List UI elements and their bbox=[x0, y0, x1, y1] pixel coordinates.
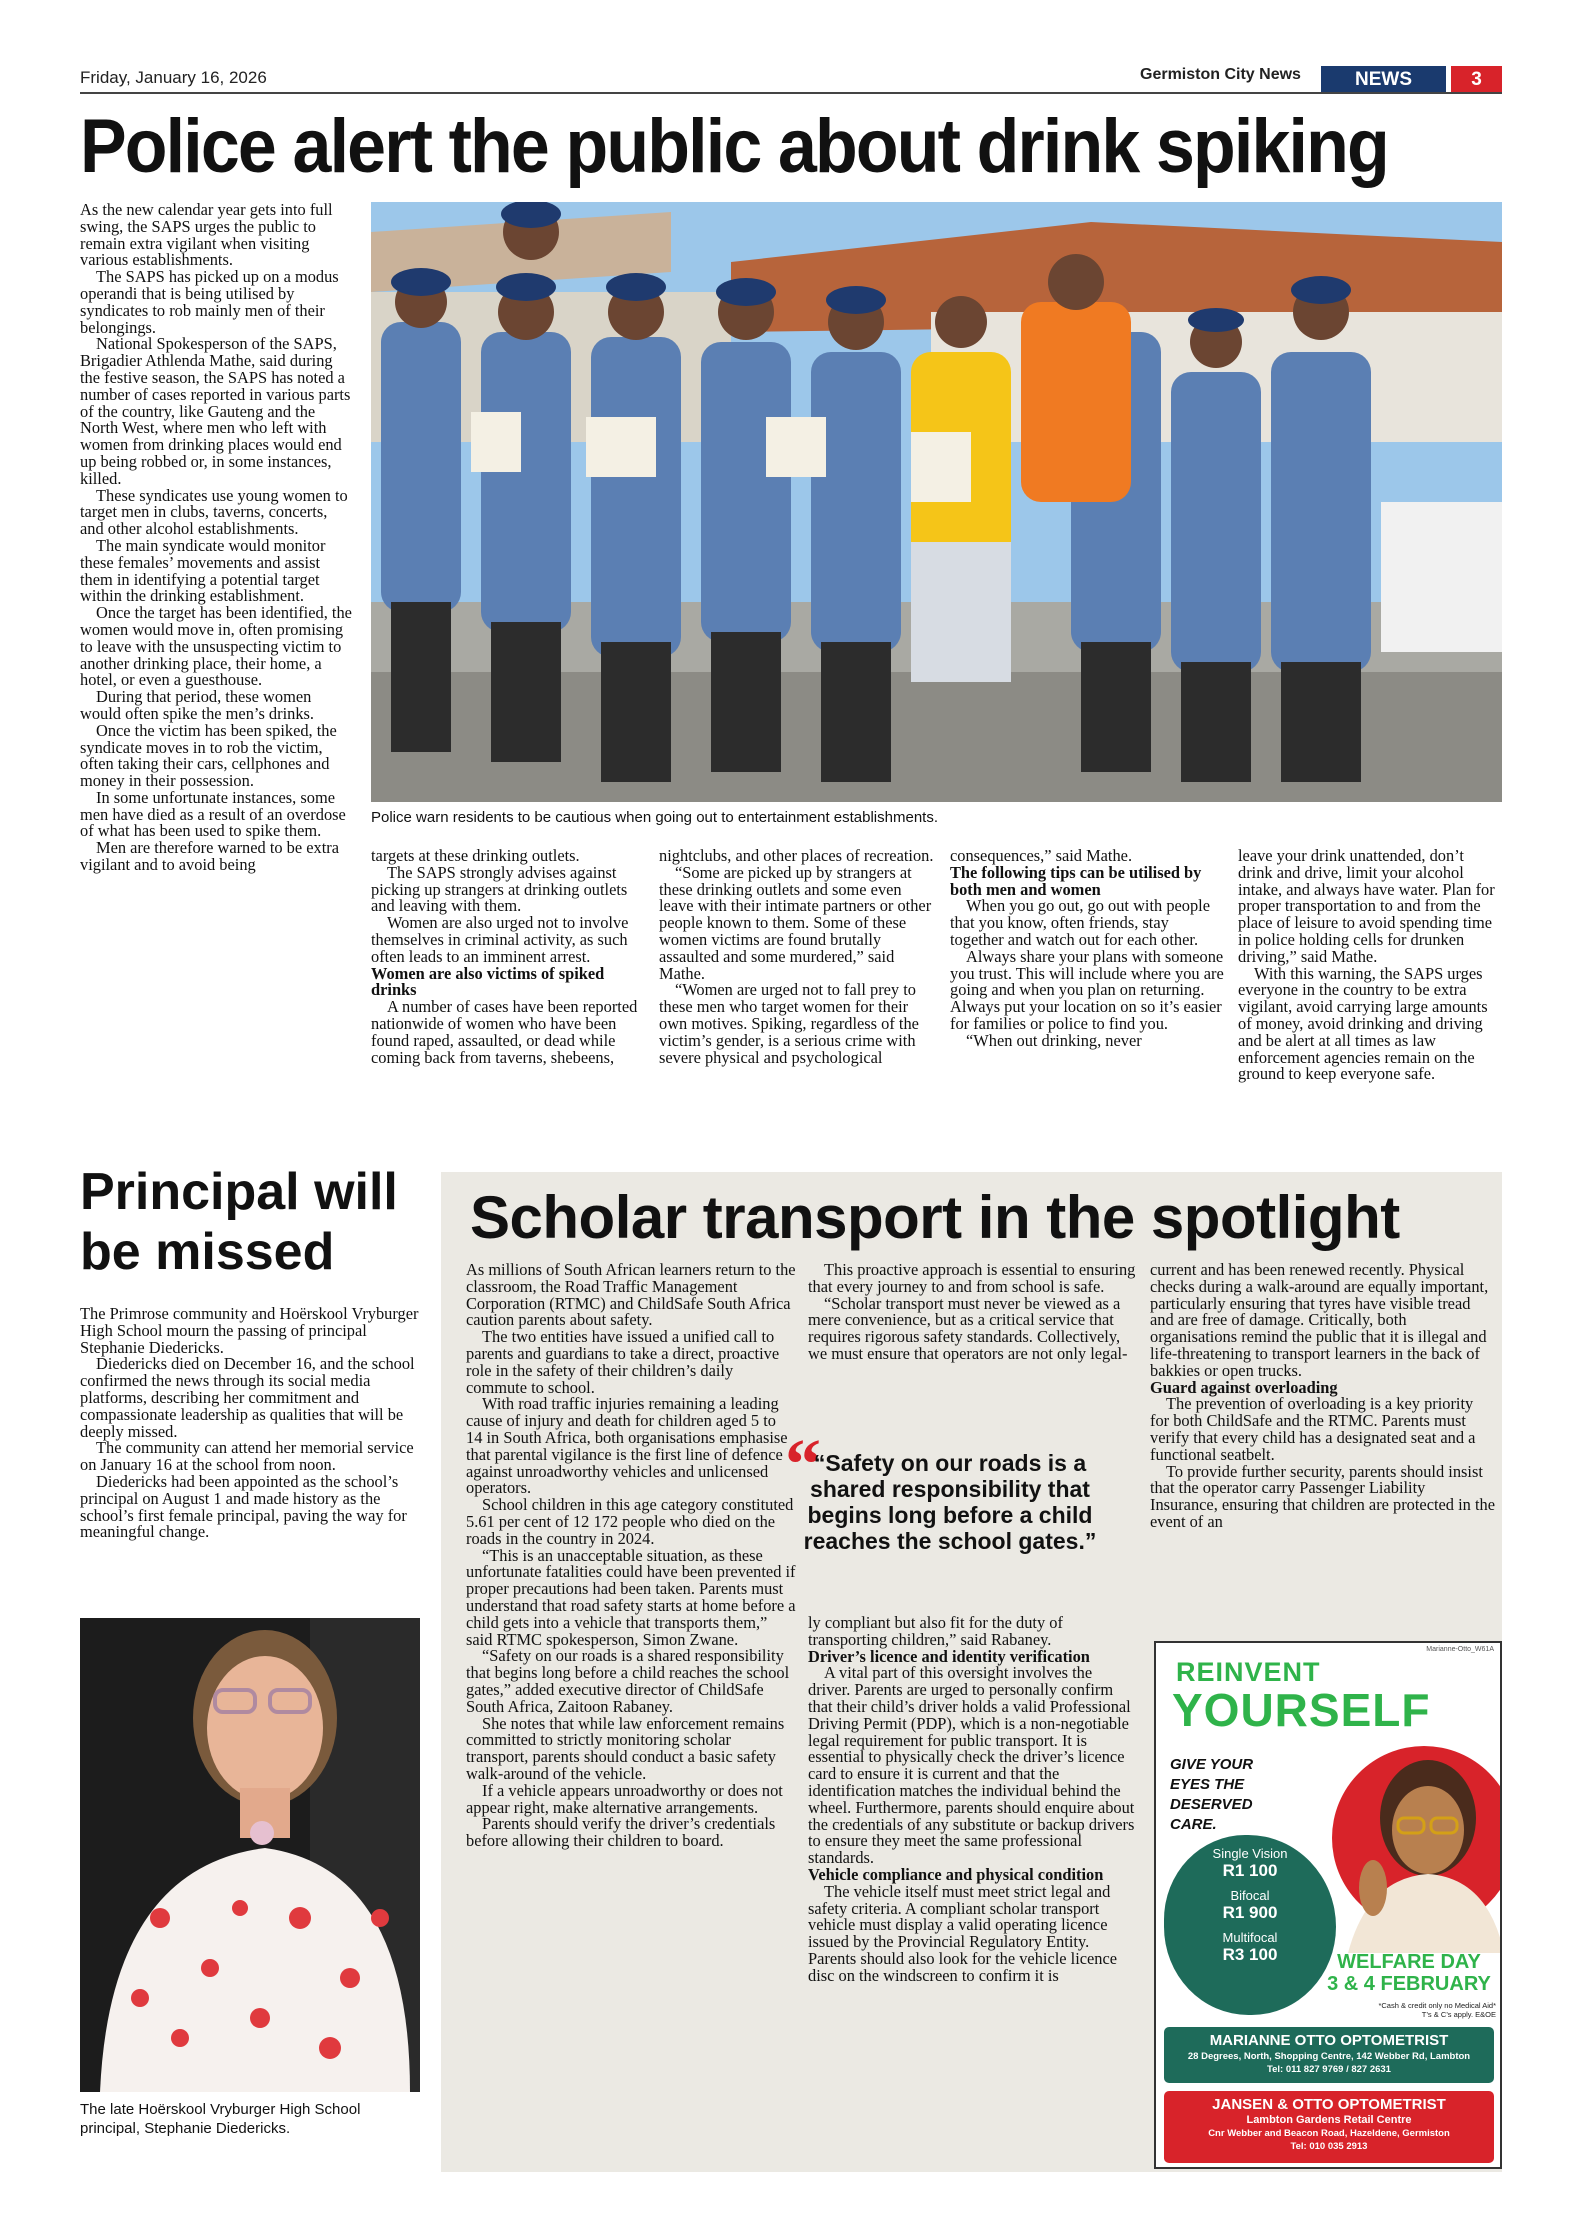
paragraph: Women are also urged not to involve themselves in criminal activity, as such often leads to an imminent arrest. bbox=[371, 913, 629, 966]
paragraph: A vital part of this oversight involves the driver. Parents are urged to personally confirm that their child’s driver holds a valid Professional Driving Permit (PDP), which is a non-negotiable legal requirement for public transport. It is essential to physically check the driver’s licence card to ensure it is current and that the identification matches the individual behind the wheel. Furthermore, parents should enquire about the credentials of any substitute or backup drivers to ensure they meet the same professional standards. bbox=[808, 1663, 1135, 1868]
paragraph: Men are therefore warned to be extra vigilant and to avoid being bbox=[80, 838, 339, 875]
paragraph: nightclubs, and other places of recreation. bbox=[659, 848, 934, 865]
quote-mark-icon: “ bbox=[785, 1424, 821, 1504]
advert-tagline: GIVE YOUR EYES THE DESERVED CARE. bbox=[1170, 1756, 1254, 1833]
newspaper-name: Germiston City News bbox=[1140, 66, 1301, 83]
price-label: Single Vision bbox=[1212, 1846, 1288, 1861]
advert-store-jansen bbox=[1164, 2091, 1494, 2163]
main-headline: Police alert the public about drink spiking bbox=[80, 104, 1388, 189]
main-story-column-3 bbox=[659, 848, 937, 1158]
main-story-column-2 bbox=[371, 848, 646, 1158]
store-name: MARIANNE OTTO OPTOMETRIST bbox=[1209, 2032, 1449, 2049]
paragraph: School children in this age category constituted 5.61 per cent of 12 172 people who died on the roads in the country in 2024. bbox=[466, 1495, 794, 1548]
section-label: NEWS bbox=[1321, 66, 1446, 93]
price-amount: R1 900 bbox=[1222, 1903, 1278, 1922]
main-story-column-4 bbox=[950, 848, 1225, 1158]
paragraph: If a vehicle appears unroadworthy or does not appear right, make alternative arrangements. bbox=[466, 1780, 783, 1817]
header-rule bbox=[80, 92, 1502, 94]
paragraph: “This is an unacceptable situation, as these unfortunate fatalities could have been prevented if proper precautions had been taken. Parents must understand that road safety starts at home before a child gets into a vehicle that transports them,” said RTMC spokesperson, Simon Zwane. bbox=[466, 1545, 796, 1649]
police-group-photo bbox=[371, 202, 1502, 802]
paragraph: With road traffic injuries remaining a leading cause of injury and death for children aged 5 to 14 in South Africa, both organisations emphasise that parental vigilance is the first line of defence against unroadworthy vehicles and unlicensed operators. bbox=[466, 1394, 788, 1498]
police-photo-illustration bbox=[371, 202, 1502, 802]
advert-yourself: YOURSELF bbox=[1172, 1684, 1431, 1736]
paragraph: ly compliant but also fit for the duty of transporting children,” said Rabaney. bbox=[808, 1615, 1063, 1649]
advert-event-dates: 3 & 4 FEBRUARY bbox=[1327, 1973, 1491, 1995]
paragraph: “Scholar transport must never be viewed as a mere convenience, but as a critical service that requires rigorous safety standards. Collectively, we must ensure that operators are not only legal- bbox=[808, 1293, 1128, 1363]
principal-story-body bbox=[80, 1306, 420, 1608]
price-single-vision bbox=[1180, 1847, 1320, 1880]
paragraph: As millions of South African learners return to the classroom, the Road Traffic Management Corporation (RTMC) and ChildSafe South Africa caution parents about safety. bbox=[466, 1262, 796, 1330]
paragraph: leave your drink unattended, don’t drink and drive, limit your alcohol intake, and always have water. Plan for proper transportation to and from the place of leisure to avoid spending time in police holding cells for drunken driving,” said Mathe. bbox=[1238, 848, 1495, 966]
paragraph: The SAPS has picked up on a modus operandi that is being utilised by syndicates to rob mainly men of their belongings. bbox=[80, 267, 339, 337]
store-address: Cnr Webber and Beacon Road, Hazeldene, Germiston bbox=[1208, 2128, 1450, 2139]
principal-headline: Principal will be missed bbox=[80, 1163, 398, 1281]
store-centre: Lambton Gardens Retail Centre bbox=[1246, 2114, 1412, 2126]
scholar-story-column-2-bottom bbox=[808, 1615, 1138, 2165]
paragraph: “Some are picked up by strangers at these drinking outlets and some even leave with their intimate partners or other people known to them. Some of these women victims are found brutally assaulted and some murdered,” said Mathe. bbox=[659, 862, 932, 983]
scholar-story-column-1 bbox=[466, 1262, 796, 2162]
store-phone: Tel: 011 827 9769 / 827 2631 bbox=[1267, 2064, 1391, 2075]
issue-date: Friday, January 16, 2026 bbox=[80, 68, 267, 87]
paragraph: Once the victim has been spiked, the syndicate moves in to rob the victim, often taking their cars, cellphones and money in their possession. bbox=[80, 720, 337, 791]
subheading: Driver’s licence and identity verification bbox=[808, 1646, 1090, 1666]
principal-portrait bbox=[80, 1618, 420, 2092]
page-number: 3 bbox=[1451, 66, 1502, 93]
paragraph: The vehicle itself must meet strict legal and safety criteria. A compliant scholar transport vehicle must display a valid operating licence issued by the Provincial Regulatory Entity. Parents should also look for the vehicle licence disc on the windscreen to confirm it is bbox=[808, 1881, 1118, 1985]
advert-store-marianne bbox=[1164, 2027, 1494, 2083]
subheading: The following tips can be utilised by both men and women bbox=[950, 862, 1202, 899]
paragraph: The SAPS strongly advises against picking up strangers at drinking outlets and leaving with them. bbox=[371, 862, 628, 916]
main-story-column-5 bbox=[1238, 848, 1502, 1158]
subheading: Women are also victims of spiked drinks bbox=[371, 963, 605, 1000]
paragraph: “Safety on our roads is a shared responsibility that begins long before a child reaches the school gates,” added executive director of ChildSafe South Africa, Zaitoon Rabaney. bbox=[466, 1646, 790, 1716]
store-name: JANSEN & OTTO OPTOMETRIST bbox=[1212, 2096, 1446, 2113]
price-amount: R3 100 bbox=[1222, 1945, 1278, 1964]
paragraph: Once the target has been identified, the women would move in, often promising to leave with the unsuspecting victim to another drinking place, their home, a hotel, or even a guesthouse. bbox=[80, 603, 352, 690]
paragraph: This proactive approach is essential to ensuring that every journey to and from school is safe. bbox=[808, 1262, 1136, 1296]
paragraph: current and has been renewed recently. Physical checks during a walk-around are equally important, particularly ensuring that tyres have visible tread and are free of damage. Critically, both organisations remind the public that it is illegal and life-threatening to transport learners in the back of bakkies or open trucks. bbox=[1150, 1262, 1489, 1380]
paragraph: As the new calendar year gets into full swing, the SAPS urges the public to remain extra vigilant when visiting various establishments. bbox=[80, 202, 333, 270]
paragraph: Diedericks had been appointed as the school’s principal on August 1 and made history as the school’s first female principal, paving the way for meaningful change. bbox=[80, 1471, 407, 1542]
paragraph: consequences,” said Mathe. bbox=[950, 848, 1133, 865]
paragraph: The prevention of overloading is a key priority for both ChildSafe and the RTMC. Parents must verify that every child has a designated seat and a functional seatbelt. bbox=[1150, 1394, 1476, 1464]
paragraph: The two entities have issued a unified call to parents and guardians to take a direct, proactive role in the safety of their children’s daily commute to school. bbox=[466, 1327, 780, 1397]
price-label: Multifocal bbox=[1222, 1930, 1278, 1945]
advert-reinvent: REINVENT bbox=[1176, 1657, 1321, 1687]
main-story-column-1 bbox=[80, 202, 355, 1162]
advert-note-cash: *Cash & credit only no Medical Aid* bbox=[1378, 2001, 1496, 2010]
paragraph: The community can attend her memorial service on January 16 at the school from noon. bbox=[80, 1438, 414, 1475]
paragraph: A number of cases have been reported nationwide of women who have been found raped, assaulted, or dead while coming back from taverns, shebeens, bbox=[371, 997, 638, 1067]
paragraph: These syndicates use young women to target men in clubs, taverns, concerts, and other alcohol establishments. bbox=[80, 485, 348, 539]
paragraph: Always share your plans with someone you trust. This will include where you are going and when you plan on returning. Always put your location on so it’s easier for families or police to find you. bbox=[950, 946, 1224, 1033]
scholar-story-column-2-top bbox=[808, 1262, 1138, 1412]
optometrist-advert bbox=[1154, 1641, 1502, 2169]
price-amount: R1 100 bbox=[1222, 1861, 1278, 1880]
paragraph: During that period, these women would often spike the men’s drinks. bbox=[80, 687, 314, 723]
store-phone: Tel: 010 035 2913 bbox=[1290, 2141, 1368, 2152]
paragraph: When you go out, go out with people that you know, often friends, stay together and watch out for each other. bbox=[950, 896, 1211, 949]
paragraph: targets at these drinking outlets. bbox=[371, 848, 580, 865]
scholar-headline: Scholar transport in the spotlight bbox=[470, 1184, 1400, 1251]
advert-model-illustration bbox=[1328, 1738, 1502, 1953]
paragraph: National Spokesperson of the SAPS, Brigadier Athlenda Mathe, said during the festive season, the SAPS has noted a number of cases reported in various parts of the country, like Gauteng and the North West, where men who left with women from drinking places would end up being robbed or, in some instances, killed. bbox=[80, 334, 351, 488]
advert-code: Marianne-Otto_W61A bbox=[1426, 1646, 1494, 1653]
paragraph: “Women are urged not to fall prey to these men who target women for their own motives. Spiking, regardless of the victim’s gender, is a serious crime with severe physical and psychological bbox=[659, 980, 919, 1067]
principal-photo-caption: The late Hoërskool Vryburger High School principal, Stephanie Diedericks. bbox=[80, 2101, 361, 2137]
advert-note-terms: T’s & C’s apply. E&OE bbox=[1421, 2010, 1496, 2019]
paragraph: The Primrose community and Hoërskool Vryburger High School mourn the passing of principal Stephanie Diedericks. bbox=[80, 1306, 419, 1357]
paragraph: Parents should verify the driver’s credentials before allowing their children to board. bbox=[466, 1814, 776, 1851]
price-bifocal bbox=[1180, 1889, 1320, 1922]
principal-portrait-illustration bbox=[80, 1618, 420, 2092]
price-multifocal bbox=[1180, 1931, 1320, 1964]
paragraph: In some unfortunate instances, some men have died as a result of an overdose of what has been used to spike them. bbox=[80, 787, 346, 841]
price-label: Bifocal bbox=[1230, 1888, 1270, 1903]
pull-quote: “Safety on our roads is a shared responsibility that begins long before a child reaches the school gates.” bbox=[803, 1450, 1097, 1554]
paragraph: “When out drinking, never bbox=[966, 1030, 1142, 1050]
advert-welfare-day: WELFARE DAY bbox=[1337, 1951, 1481, 1973]
paragraph: With this warning, the SAPS urges everyone in the country to be extra vigilant, avoid carrying large amounts of money, avoid drinking and driving and be alert at all times as law enforcement agencies remain on the ground to keep everyone safe. bbox=[1238, 963, 1488, 1084]
subheading: Guard against overloading bbox=[1150, 1377, 1338, 1397]
store-address: 28 Degrees, North, Shopping Centre, 142 Webber Rd, Lambton bbox=[1187, 2051, 1471, 2062]
paragraph: To provide further security, parents should insist that the operator carry Passenger Liability Insurance, ensuring that children are protected in the event of an bbox=[1150, 1461, 1495, 1531]
paragraph: The main syndicate would monitor these females’ movements and assist them in identifying a potential target within the drinking establishment. bbox=[80, 535, 326, 606]
paragraph: Diedericks died on December 16, and the school confirmed the news through its social media platforms, describing her commitment and compassionate leadership as qualities that will be deeply missed. bbox=[80, 1354, 415, 1441]
police-photo-caption: Police warn residents to be cautious when going out to entertainment establishments. bbox=[371, 809, 938, 826]
paragraph: She notes that while law enforcement remains committed to strictly monitoring scholar transport, parents should conduct a basic safety walk-around of the vehicle. bbox=[466, 1713, 785, 1783]
scholar-story-column-3 bbox=[1150, 1262, 1495, 1630]
subheading: Vehicle compliance and physical condition bbox=[808, 1864, 1104, 1884]
advert-terms bbox=[1346, 2001, 1496, 2019]
